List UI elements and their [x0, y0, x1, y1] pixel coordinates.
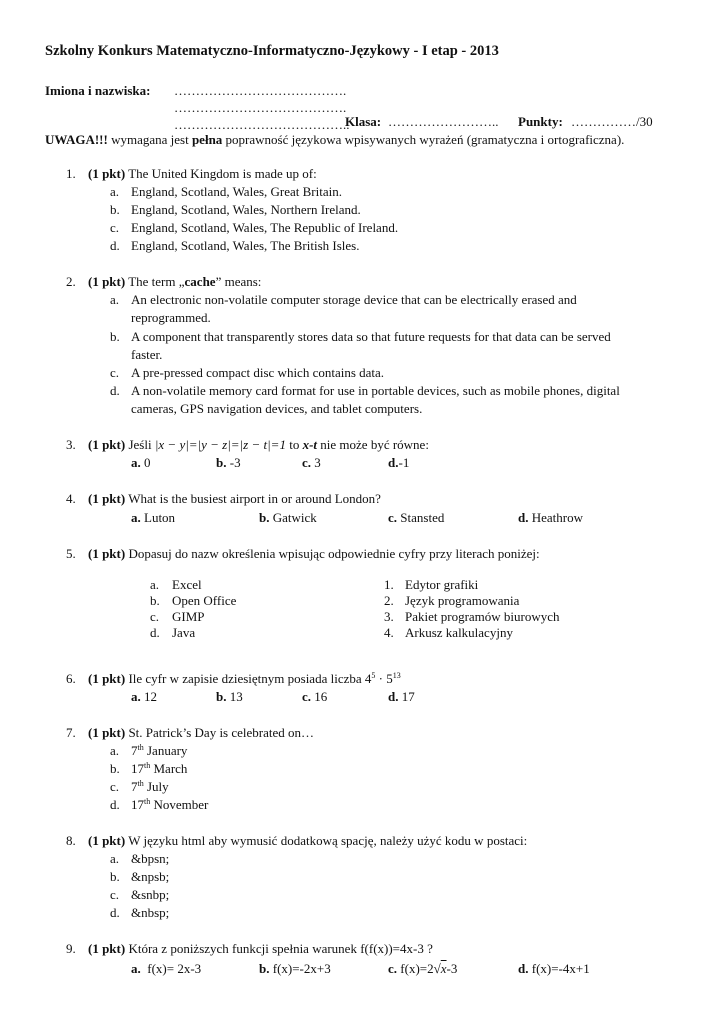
q5-right-4-num: 4.	[384, 625, 394, 640]
q2-opt-a-letter: a.	[110, 292, 120, 307]
q6-opt-a-text: 12	[144, 689, 157, 704]
q6-question: Ile cyfr w zapisie dziesiętnym posiada liczba	[128, 671, 362, 686]
q1-question: The United Kingdom is made up of:	[128, 166, 317, 181]
q8-opt-a-letter: a.	[110, 851, 120, 866]
q7-opt-a-month: January	[146, 743, 188, 758]
warning-line	[45, 131, 624, 149]
q5-points: (1 pkt)	[88, 546, 126, 561]
sqrt-icon: √	[433, 961, 441, 976]
q7-opt-d-letter: d.	[110, 797, 120, 812]
q7-opt-b-month: March	[153, 761, 188, 776]
q6-opt-a-letter: a.	[131, 689, 141, 704]
q8-points: (1 pkt)	[88, 833, 126, 848]
q8-opt-c: &snbp;	[131, 887, 170, 902]
q7-opt-a-day: 7	[131, 743, 138, 758]
q7-opt-d-day: 17	[131, 797, 144, 812]
class-dots: ……………………..	[388, 114, 499, 129]
q9-opt-c	[388, 960, 457, 978]
q6-dot: ·	[378, 671, 383, 686]
q5-left-c-letter: c.	[150, 609, 160, 624]
q3-opt-c-text: 3	[314, 455, 321, 470]
q7-opt-b-letter: b.	[110, 761, 120, 776]
q2-question-pre: The term „	[128, 274, 185, 289]
q9-opt-d-letter: d.	[518, 961, 529, 976]
q4-opt-d	[518, 509, 583, 527]
q6-number: 6.	[66, 671, 76, 686]
q4-opt-b	[259, 509, 317, 527]
q2-text	[88, 273, 261, 291]
q3-to: to	[289, 437, 300, 452]
q5-right-2-num: 2.	[384, 593, 394, 608]
q3-opt-a-text: 0	[144, 455, 151, 470]
q9-opt-c-post: -3	[446, 961, 458, 976]
q5-right-4: Arkusz kalkulacyjny	[405, 625, 513, 640]
q4-opt-a	[131, 509, 175, 527]
q6-opt-d-text: 17	[401, 689, 415, 704]
names-label: Imiona i nazwiska:	[45, 83, 151, 98]
q4-opt-a-letter: a.	[131, 510, 141, 525]
names-dots-1: ………………………………….	[174, 83, 347, 98]
q1-number: 1.	[66, 166, 76, 181]
q9-opt-c-radicand: x	[440, 961, 447, 976]
q8-opt-d-letter: d.	[110, 905, 120, 920]
q7-opt-b-day: 17	[131, 761, 144, 776]
q8-question: W języku html aby wymusić dodatkową spację, należy użyć kodu w postaci:	[128, 833, 528, 848]
q7-opt-c-letter: c.	[110, 779, 120, 794]
q4-opt-a-text: Luton	[144, 510, 176, 525]
q4-opt-d-text: Heathrow	[531, 510, 583, 525]
q6-opt-a	[131, 688, 157, 706]
q5-text	[88, 545, 540, 563]
q3-pre: Jeśli	[128, 437, 152, 452]
q3-points: (1 pkt)	[88, 437, 126, 452]
q6-text	[88, 670, 401, 688]
q8-opt-b-letter: b.	[110, 869, 120, 884]
q9-number: 9.	[66, 941, 76, 956]
q5-right-1-num: 1.	[384, 577, 394, 592]
q1-opt-b: England, Scotland, Wales, Northern Ireland.	[131, 202, 361, 217]
warning-bold2: pełna	[191, 132, 223, 147]
warning-pre: wymagana jest	[111, 132, 189, 147]
q4-opt-c	[388, 509, 444, 527]
q3-opt-b-text: -3	[229, 455, 241, 470]
q3-post: nie może być równe:	[320, 437, 429, 452]
q5-right-3-num: 3.	[384, 609, 394, 624]
q3-opt-d	[388, 454, 409, 472]
q2-question-post: ” means:	[215, 274, 262, 289]
q2-opt-d-letter: d.	[110, 383, 120, 398]
names-dots-3: …………………………………..	[174, 117, 350, 132]
q5-left-c: GIMP	[172, 609, 205, 624]
q2-question-term: cache	[184, 274, 216, 289]
q2-opt-b-letter: b.	[110, 329, 120, 344]
q5-left-b: Open Office	[172, 593, 237, 608]
points-label: Punkty:	[518, 114, 563, 129]
names-dots-2: ………………………………….	[174, 100, 347, 115]
q5-right-3: Pakiet programów biurowych	[405, 609, 560, 624]
q9-opt-b-letter: b.	[259, 961, 270, 976]
q3-opt-d-text: -1	[398, 455, 410, 470]
q9-text	[88, 940, 433, 958]
q1-opt-b-letter: b.	[110, 202, 120, 217]
q5-left-d-letter: d.	[150, 625, 160, 640]
q9-opt-b-text: f(x)=-2x+3	[272, 961, 331, 976]
q6-opt-c-text: 16	[314, 689, 328, 704]
q7-opt-a	[131, 742, 187, 760]
q3-opt-c	[302, 454, 321, 472]
q6-opt-b	[216, 688, 243, 706]
q8-opt-d: &nbsp;	[131, 905, 170, 920]
q6-base1: 4	[364, 671, 372, 686]
q1-points: (1 pkt)	[88, 166, 126, 181]
q6-base2: 5	[386, 671, 393, 686]
q2-opt-c-letter: c.	[110, 365, 120, 380]
q7-number: 7.	[66, 725, 76, 740]
q5-left-a: Excel	[172, 577, 202, 592]
q6-opt-b-letter: b.	[216, 689, 227, 704]
q9-opt-d	[518, 960, 590, 978]
q4-question: What is the busiest airport in or around London?	[128, 491, 381, 506]
q1-opt-c: England, Scotland, Wales, The Republic of Ireland.	[131, 220, 399, 235]
q7-opt-a-sup: th	[137, 743, 144, 752]
q5-question: Dopasuj do nazw określenia wpisując odpowiednie cyfry przy literach poniżej:	[128, 546, 540, 561]
q1-text	[88, 165, 317, 183]
q8-number: 8.	[66, 833, 76, 848]
q6-expression	[365, 671, 401, 686]
q9-opt-a-letter: a.	[131, 961, 141, 976]
warning-post: poprawność językowa wpisywanych wyrażeń (gramatyczna i ortograficzna).	[225, 132, 625, 147]
q9-points: (1 pkt)	[88, 941, 126, 956]
q7-text	[88, 724, 314, 742]
q7-question: St. Patrick’s Day is celebrated on…	[128, 725, 315, 740]
q2-opt-a-line2: reprogrammed.	[131, 310, 211, 325]
q1-opt-d-letter: d.	[110, 238, 120, 253]
q8-opt-c-letter: c.	[110, 887, 120, 902]
q3-opt-c-letter: c.	[302, 455, 312, 470]
q3-opt-d-letter: d.	[388, 455, 399, 470]
q5-right-1: Edytor grafiki	[405, 577, 479, 592]
q2-opt-c-line1: A pre-pressed compact disc which contains data.	[131, 365, 385, 380]
q2-opt-d-line1: A non-volatile memory card format for use in portable devices, such as mobile phones, digital	[131, 383, 620, 398]
q7-opt-d	[131, 796, 208, 814]
exam-title: Szkolny Konkurs Matematyczno-Informatyczno-Językowy - I etap - 2013	[45, 43, 499, 59]
q8-text	[88, 832, 527, 850]
q6-exp1: 5	[371, 671, 376, 680]
q3-opt-a	[131, 454, 151, 472]
q6-opt-d-letter: d.	[388, 689, 399, 704]
q7-opt-c-sup: th	[137, 779, 144, 788]
q6-opt-d	[388, 688, 415, 706]
q9-opt-b	[259, 960, 331, 978]
q6-opt-b-text: 13	[229, 689, 243, 704]
q3-opt-b	[216, 454, 241, 472]
q5-left-a-letter: a.	[150, 577, 160, 592]
q4-number: 4.	[66, 491, 76, 506]
q6-opt-c-letter: c.	[302, 689, 312, 704]
q8-opt-a: &bpsn;	[131, 851, 170, 866]
q4-opt-d-letter: d.	[518, 510, 529, 525]
q3-opt-b-letter: b.	[216, 455, 227, 470]
q1-opt-a: England, Scotland, Wales, Great Britain.	[131, 184, 342, 199]
q2-opt-d-line2: cameras, GPS navigation devices, and tablet computers.	[131, 401, 423, 416]
q7-opt-d-month: November	[153, 797, 209, 812]
q1-opt-c-letter: c.	[110, 220, 120, 235]
q4-opt-b-text: Gatwick	[272, 510, 317, 525]
q5-left-d: Java	[172, 625, 196, 640]
q7-points: (1 pkt)	[88, 725, 126, 740]
q2-number: 2.	[66, 274, 76, 289]
q2-opt-a-line1: An electronic non-volatile computer storage device that can be electrically erased and	[131, 292, 577, 307]
q2-opt-b-line1: A component that transparently stores data so that future requests for that data can be served	[131, 329, 611, 344]
q3-text	[88, 436, 429, 454]
q9-opt-d-text: f(x)=-4x+1	[531, 961, 590, 976]
q5-right-2: Język programowania	[405, 593, 520, 608]
q6-opt-c	[302, 688, 327, 706]
q8-opt-b: &npsb;	[131, 869, 170, 884]
q7-opt-c-day: 7	[131, 779, 138, 794]
q3-opt-a-letter: a.	[131, 455, 141, 470]
q2-points: (1 pkt)	[88, 274, 126, 289]
q7-opt-a-letter: a.	[110, 743, 120, 758]
points-dots: ……………/30	[571, 114, 653, 129]
q7-opt-b-sup: th	[144, 761, 151, 770]
q1-opt-d: England, Scotland, Wales, The British Isles.	[131, 238, 360, 253]
q4-text	[88, 490, 381, 508]
q5-left-b-letter: b.	[150, 593, 160, 608]
q6-points: (1 pkt)	[88, 671, 126, 686]
q9-opt-c-letter: c.	[388, 961, 398, 976]
q9-opt-a	[131, 960, 201, 978]
q3-variable: x-t	[302, 437, 318, 452]
q1-opt-a-letter: a.	[110, 184, 120, 199]
q5-number: 5.	[66, 546, 76, 561]
q3-number: 3.	[66, 437, 76, 452]
q4-points: (1 pkt)	[88, 491, 126, 506]
q2-opt-b-line2: faster.	[131, 347, 163, 362]
class-label: Klasa:	[345, 114, 382, 129]
q3-expression: |x − y|=|y − z|=|z − t|=1	[154, 437, 286, 452]
q9-opt-a-text: f(x)= 2x-3	[147, 961, 202, 976]
q4-opt-c-letter: c.	[388, 510, 398, 525]
warning-bold: UWAGA!!!	[45, 132, 108, 147]
q9-question: Która z poniższych funkcji spełnia warunek f(f(x))=4x-3 ?	[128, 941, 433, 956]
q7-opt-c-month: July	[146, 779, 169, 794]
q6-exp2: 13	[392, 671, 401, 680]
q9-opt-c-pre: f(x)=2	[400, 961, 434, 976]
q7-opt-d-sup: th	[144, 797, 151, 806]
q7-opt-c	[131, 778, 169, 796]
q4-opt-b-letter: b.	[259, 510, 270, 525]
q4-opt-c-text: Stansted	[400, 510, 445, 525]
q7-opt-b	[131, 760, 187, 778]
